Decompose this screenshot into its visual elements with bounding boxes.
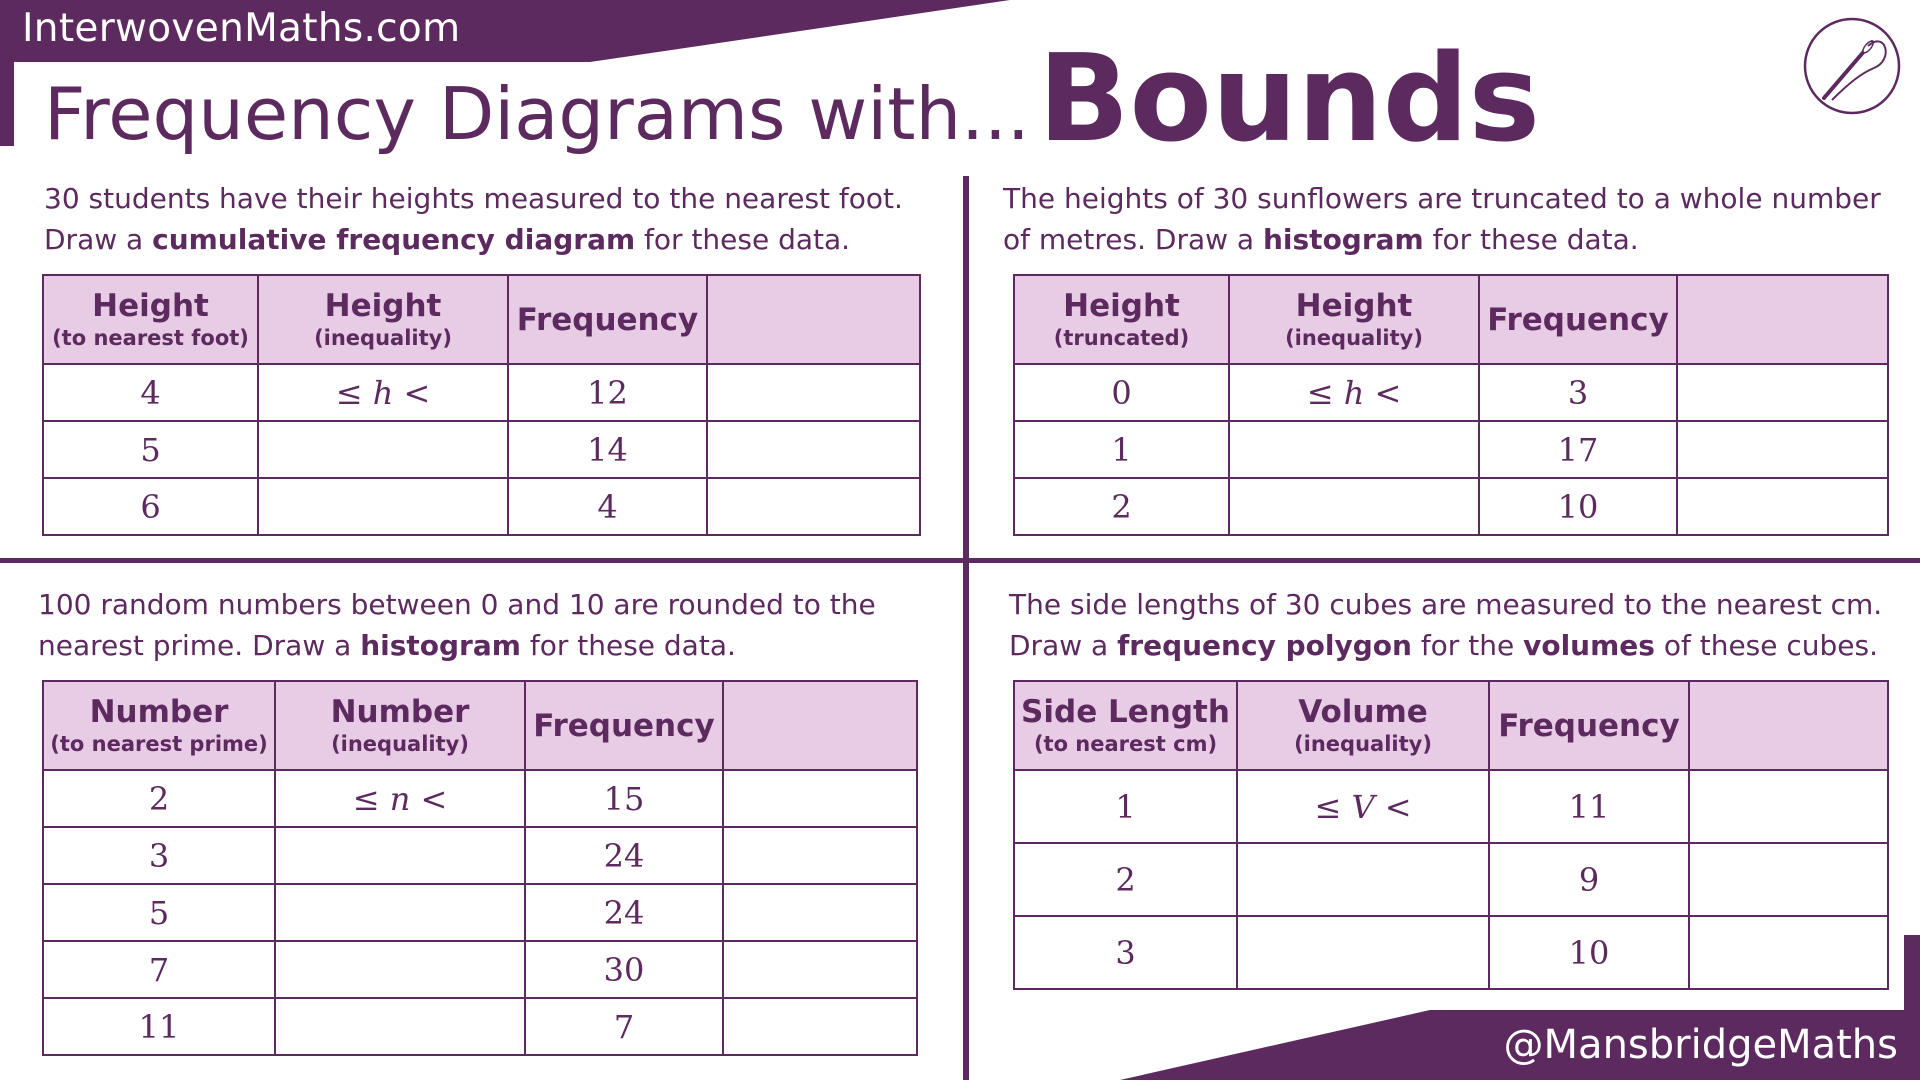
inequality-cell[interactable] bbox=[275, 941, 525, 998]
frequency-cell: 3 bbox=[1479, 364, 1677, 421]
table-header-cell: Side Length (to nearest cm) bbox=[1014, 681, 1237, 770]
question-4 bbox=[1009, 584, 1889, 990]
table-row bbox=[43, 884, 917, 941]
inequality-cell[interactable] bbox=[275, 884, 525, 941]
social-handle[interactable]: @MansbridgeMaths bbox=[1503, 1022, 1898, 1068]
table-header-cell bbox=[1677, 275, 1888, 364]
table-header-cell: Height (inequality) bbox=[1229, 275, 1479, 364]
frequency-cell: 24 bbox=[525, 827, 723, 884]
vertical-divider bbox=[963, 176, 969, 1080]
question-3 bbox=[38, 584, 918, 1056]
value-cell: 5 bbox=[43, 884, 275, 941]
value-cell: 11 bbox=[43, 998, 275, 1055]
inequality-cell[interactable] bbox=[258, 478, 508, 535]
table-header-cell: Height (inequality) bbox=[258, 275, 508, 364]
table-header-cell bbox=[707, 275, 920, 364]
table-header-cell: Number (to nearest prime) bbox=[43, 681, 275, 770]
value-cell: 6 bbox=[43, 478, 258, 535]
needle-and-thread-icon bbox=[1802, 16, 1902, 116]
table-row bbox=[43, 364, 920, 421]
answer-cell[interactable] bbox=[1689, 843, 1888, 916]
frequency-cell: 9 bbox=[1489, 843, 1689, 916]
value-cell: 3 bbox=[43, 827, 275, 884]
table-row bbox=[1014, 843, 1888, 916]
horizontal-divider bbox=[0, 558, 1920, 563]
table-header-cell: Number (inequality) bbox=[275, 681, 525, 770]
frequency-cell: 11 bbox=[1489, 770, 1689, 843]
table-row bbox=[1014, 421, 1888, 478]
frequency-cell: 15 bbox=[525, 770, 723, 827]
question-4-table bbox=[1013, 680, 1889, 990]
answer-cell[interactable] bbox=[1677, 364, 1888, 421]
answer-cell[interactable] bbox=[723, 941, 917, 998]
inequality-cell[interactable]: ≤ V < bbox=[1237, 770, 1489, 843]
answer-cell[interactable] bbox=[707, 421, 920, 478]
answer-cell[interactable] bbox=[1677, 478, 1888, 535]
table-header-cell bbox=[723, 681, 917, 770]
answer-cell[interactable] bbox=[1677, 421, 1888, 478]
inequality-cell[interactable] bbox=[258, 421, 508, 478]
table-row bbox=[43, 478, 920, 535]
frequency-cell: 14 bbox=[508, 421, 707, 478]
question-4-prompt: The side lengths of 30 cubes are measured to the nearest cm. Draw a frequency polygon for the volumes of these cubes. bbox=[1009, 588, 1883, 662]
table-header-cell: Frequency bbox=[1489, 681, 1689, 770]
page-title-main: Bounds bbox=[1038, 30, 1541, 169]
table-header-cell: Height (to nearest foot) bbox=[43, 275, 258, 364]
inequality-cell[interactable]: ≤ n < bbox=[275, 770, 525, 827]
table-row bbox=[1014, 770, 1888, 843]
question-1-prompt: 30 students have their heights measured to the nearest foot. Draw a cumulative frequency diagram for these data. bbox=[44, 182, 903, 256]
table-row bbox=[43, 941, 917, 998]
frequency-cell: 17 bbox=[1479, 421, 1677, 478]
question-2-table bbox=[1013, 274, 1889, 536]
answer-cell[interactable] bbox=[723, 827, 917, 884]
answer-cell[interactable] bbox=[1689, 770, 1888, 843]
table-row bbox=[1014, 364, 1888, 421]
question-3-prompt: 100 random numbers between 0 and 10 are rounded to the nearest prime. Draw a histogram for these data. bbox=[38, 588, 876, 662]
value-cell: 1 bbox=[1014, 421, 1229, 478]
table-header-cell: Height (truncated) bbox=[1014, 275, 1229, 364]
inequality-cell[interactable]: ≤ h < bbox=[1229, 364, 1479, 421]
table-row bbox=[43, 421, 920, 478]
table-header-cell: Volume (inequality) bbox=[1237, 681, 1489, 770]
frequency-cell: 10 bbox=[1489, 916, 1689, 989]
inequality-cell[interactable]: ≤ h < bbox=[258, 364, 508, 421]
value-cell: 0 bbox=[1014, 364, 1229, 421]
site-name[interactable]: InterwovenMaths.com bbox=[22, 6, 461, 51]
table-row bbox=[43, 770, 917, 827]
frequency-cell: 4 bbox=[508, 478, 707, 535]
value-cell: 2 bbox=[43, 770, 275, 827]
table-header-cell: Frequency bbox=[1479, 275, 1677, 364]
inequality-cell[interactable] bbox=[1229, 421, 1479, 478]
frequency-cell: 10 bbox=[1479, 478, 1677, 535]
question-3-table bbox=[42, 680, 918, 1056]
value-cell: 1 bbox=[1014, 770, 1237, 843]
question-1-table bbox=[42, 274, 921, 536]
frequency-cell: 7 bbox=[525, 998, 723, 1055]
table-row bbox=[43, 998, 917, 1055]
value-cell: 7 bbox=[43, 941, 275, 998]
answer-cell[interactable] bbox=[707, 364, 920, 421]
table-header-cell bbox=[1689, 681, 1888, 770]
answer-cell[interactable] bbox=[707, 478, 920, 535]
answer-cell[interactable] bbox=[1689, 916, 1888, 989]
table-row bbox=[1014, 916, 1888, 989]
answer-cell[interactable] bbox=[723, 884, 917, 941]
table-header-cell: Frequency bbox=[525, 681, 723, 770]
table-header-cell: Frequency bbox=[508, 275, 707, 364]
question-1 bbox=[44, 178, 921, 536]
inequality-cell[interactable] bbox=[1237, 916, 1489, 989]
frequency-cell: 30 bbox=[525, 941, 723, 998]
inequality-cell[interactable] bbox=[1229, 478, 1479, 535]
inequality-cell[interactable] bbox=[275, 827, 525, 884]
table-row bbox=[43, 827, 917, 884]
answer-cell[interactable] bbox=[723, 770, 917, 827]
frequency-cell: 12 bbox=[508, 364, 707, 421]
inequality-cell[interactable] bbox=[275, 998, 525, 1055]
table-row bbox=[1014, 478, 1888, 535]
inequality-cell[interactable] bbox=[1237, 843, 1489, 916]
value-cell: 3 bbox=[1014, 916, 1237, 989]
value-cell: 5 bbox=[43, 421, 258, 478]
value-cell: 4 bbox=[43, 364, 258, 421]
frequency-cell: 24 bbox=[525, 884, 723, 941]
page-title-prefix: Frequency Diagrams with... bbox=[44, 72, 1030, 156]
answer-cell[interactable] bbox=[723, 998, 917, 1055]
value-cell: 2 bbox=[1014, 478, 1229, 535]
question-2-prompt: The heights of 30 sunflowers are truncated to a whole number of metres. Draw a histogram for these data. bbox=[1003, 182, 1881, 256]
question-2 bbox=[1003, 178, 1889, 536]
header-left-accent bbox=[0, 62, 14, 146]
value-cell: 2 bbox=[1014, 843, 1237, 916]
